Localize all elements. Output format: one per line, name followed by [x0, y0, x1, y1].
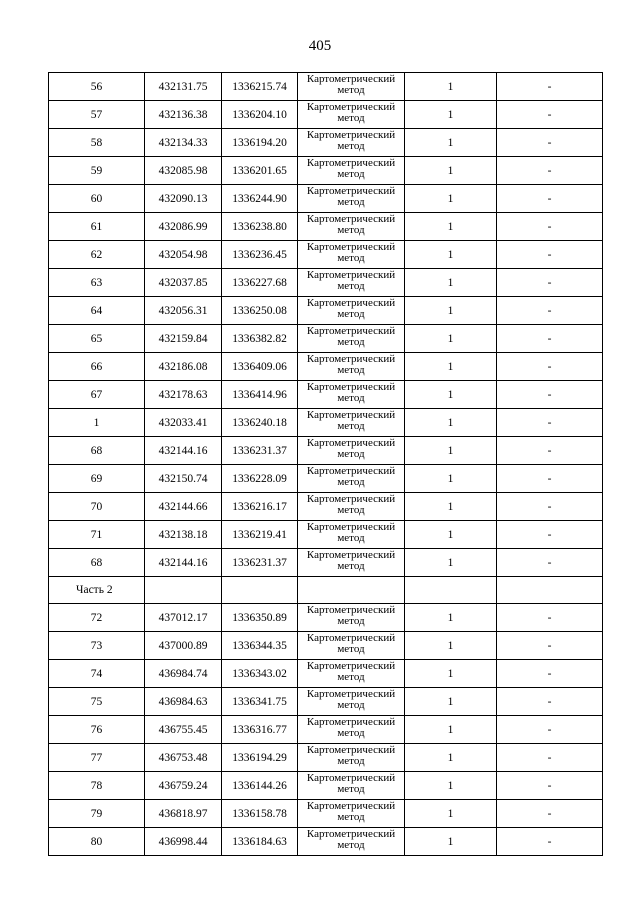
y-coordinate-cell: 1336236.45: [222, 241, 298, 269]
description-cell: -: [497, 688, 603, 716]
method-cell: Картометрический метод: [298, 828, 405, 856]
page-number: 405: [308, 38, 332, 54]
y-coordinate-cell: 1336215.74: [222, 73, 298, 101]
point-number-cell: 63: [49, 269, 145, 297]
accuracy-cell: 1: [405, 381, 497, 409]
x-coordinate-cell: 432085.98: [145, 157, 222, 185]
description-cell: -: [497, 241, 603, 269]
method-cell: Картометрический метод: [298, 157, 405, 185]
accuracy-cell: 1: [405, 800, 497, 828]
y-coordinate-cell: 1336216.17: [222, 493, 298, 521]
description-cell: -: [497, 381, 603, 409]
x-coordinate-cell: 436755.45: [145, 716, 222, 744]
y-coordinate-cell: 1336350.89: [222, 604, 298, 632]
y-coordinate-cell: 1336343.02: [222, 660, 298, 688]
empty-cell: [298, 577, 405, 604]
accuracy-cell: 1: [405, 632, 497, 660]
accuracy-cell: 1: [405, 269, 497, 297]
empty-cell: [497, 577, 603, 604]
description-cell: -: [497, 129, 603, 157]
point-number-cell: 59: [49, 157, 145, 185]
method-cell: Картометрический метод: [298, 521, 405, 549]
description-cell: -: [497, 660, 603, 688]
method-cell: Картометрический метод: [298, 101, 405, 129]
description-cell: -: [497, 493, 603, 521]
x-coordinate-cell: 432150.74: [145, 465, 222, 493]
description-cell: -: [497, 828, 603, 856]
y-coordinate-cell: 1336184.63: [222, 828, 298, 856]
accuracy-cell: 1: [405, 493, 497, 521]
x-coordinate-cell: 432144.16: [145, 549, 222, 577]
description-cell: -: [497, 604, 603, 632]
accuracy-cell: 1: [405, 185, 497, 213]
section-header-row: [49, 577, 603, 604]
y-coordinate-cell: 1336158.78: [222, 800, 298, 828]
point-number-cell: 61: [49, 213, 145, 241]
x-coordinate-cell: 432056.31: [145, 297, 222, 325]
method-cell: Картометрический метод: [298, 604, 405, 632]
method-cell: Картометрический метод: [298, 381, 405, 409]
method-cell: Картометрический метод: [298, 353, 405, 381]
y-coordinate-cell: 1336382.82: [222, 325, 298, 353]
method-cell: Картометрический метод: [298, 772, 405, 800]
accuracy-cell: 1: [405, 353, 497, 381]
description-cell: -: [497, 549, 603, 577]
table-row: [49, 632, 603, 660]
method-cell: Картометрический метод: [298, 73, 405, 101]
accuracy-cell: 1: [405, 157, 497, 185]
method-cell: Картометрический метод: [298, 129, 405, 157]
point-number-cell: 75: [49, 688, 145, 716]
point-number-cell: 74: [49, 660, 145, 688]
table-row: [49, 353, 603, 381]
method-cell: Картометрический метод: [298, 800, 405, 828]
description-cell: -: [497, 744, 603, 772]
y-coordinate-cell: 1336409.06: [222, 353, 298, 381]
point-number-cell: 79: [49, 800, 145, 828]
x-coordinate-cell: 432131.75: [145, 73, 222, 101]
table-row: [49, 772, 603, 800]
point-number-cell: 64: [49, 297, 145, 325]
accuracy-cell: 1: [405, 716, 497, 744]
y-coordinate-cell: 1336201.65: [222, 157, 298, 185]
description-cell: -: [497, 73, 603, 101]
y-coordinate-cell: 1336240.18: [222, 409, 298, 437]
x-coordinate-cell: 432136.38: [145, 101, 222, 129]
x-coordinate-cell: 432144.16: [145, 437, 222, 465]
description-cell: -: [497, 185, 603, 213]
accuracy-cell: 1: [405, 129, 497, 157]
accuracy-cell: 1: [405, 549, 497, 577]
y-coordinate-cell: 1336341.75: [222, 688, 298, 716]
table-row: [49, 297, 603, 325]
y-coordinate-cell: 1336228.09: [222, 465, 298, 493]
table-row: [49, 549, 603, 577]
table-row: [49, 129, 603, 157]
accuracy-cell: 1: [405, 521, 497, 549]
point-number-cell: 58: [49, 129, 145, 157]
table-row: [49, 381, 603, 409]
point-number-cell: 1: [49, 409, 145, 437]
coordinates-table-body: [49, 73, 603, 856]
section-label: Часть 2: [49, 577, 145, 604]
point-number-cell: 77: [49, 744, 145, 772]
accuracy-cell: 1: [405, 772, 497, 800]
table-row: [49, 688, 603, 716]
x-coordinate-cell: 432037.85: [145, 269, 222, 297]
description-cell: -: [497, 409, 603, 437]
accuracy-cell: 1: [405, 604, 497, 632]
description-cell: -: [497, 325, 603, 353]
description-cell: -: [497, 716, 603, 744]
table-row: [49, 744, 603, 772]
description-cell: -: [497, 353, 603, 381]
y-coordinate-cell: 1336238.80: [222, 213, 298, 241]
method-cell: Картометрический метод: [298, 632, 405, 660]
x-coordinate-cell: 432134.33: [145, 129, 222, 157]
x-coordinate-cell: 436984.74: [145, 660, 222, 688]
point-number-cell: 69: [49, 465, 145, 493]
accuracy-cell: 1: [405, 409, 497, 437]
accuracy-cell: 1: [405, 73, 497, 101]
empty-cell: [222, 577, 298, 604]
method-cell: Картометрический метод: [298, 325, 405, 353]
x-coordinate-cell: 436753.48: [145, 744, 222, 772]
description-cell: -: [497, 437, 603, 465]
point-number-cell: 78: [49, 772, 145, 800]
table-row: [49, 185, 603, 213]
table-row: [49, 213, 603, 241]
x-coordinate-cell: 432054.98: [145, 241, 222, 269]
accuracy-cell: 1: [405, 213, 497, 241]
x-coordinate-cell: 436759.24: [145, 772, 222, 800]
x-coordinate-cell: 432178.63: [145, 381, 222, 409]
method-cell: Картометрический метод: [298, 660, 405, 688]
point-number-cell: 57: [49, 101, 145, 129]
description-cell: -: [497, 632, 603, 660]
method-cell: Картометрический метод: [298, 465, 405, 493]
table-row: [49, 800, 603, 828]
accuracy-cell: 1: [405, 744, 497, 772]
method-cell: Картометрический метод: [298, 241, 405, 269]
description-cell: -: [497, 213, 603, 241]
x-coordinate-cell: 436818.97: [145, 800, 222, 828]
x-coordinate-cell: 432090.13: [145, 185, 222, 213]
description-cell: -: [497, 297, 603, 325]
point-number-cell: 80: [49, 828, 145, 856]
method-cell: Картометрический метод: [298, 297, 405, 325]
accuracy-cell: 1: [405, 101, 497, 129]
table-row: [49, 101, 603, 129]
accuracy-cell: 1: [405, 465, 497, 493]
table-row: [49, 716, 603, 744]
method-cell: Картометрический метод: [298, 549, 405, 577]
point-number-cell: 67: [49, 381, 145, 409]
table-row: [49, 157, 603, 185]
x-coordinate-cell: 436998.44: [145, 828, 222, 856]
point-number-cell: 73: [49, 632, 145, 660]
point-number-cell: 66: [49, 353, 145, 381]
method-cell: Картометрический метод: [298, 185, 405, 213]
method-cell: Картометрический метод: [298, 269, 405, 297]
point-number-cell: 65: [49, 325, 145, 353]
accuracy-cell: 1: [405, 241, 497, 269]
description-cell: -: [497, 269, 603, 297]
table-row: [49, 241, 603, 269]
accuracy-cell: 1: [405, 325, 497, 353]
method-cell: Картометрический метод: [298, 437, 405, 465]
coordinates-table: [48, 72, 603, 856]
y-coordinate-cell: 1336231.37: [222, 437, 298, 465]
x-coordinate-cell: 432159.84: [145, 325, 222, 353]
point-number-cell: 62: [49, 241, 145, 269]
point-number-cell: 60: [49, 185, 145, 213]
x-coordinate-cell: 436984.63: [145, 688, 222, 716]
x-coordinate-cell: 432186.08: [145, 353, 222, 381]
table-row: [49, 493, 603, 521]
y-coordinate-cell: 1336250.08: [222, 297, 298, 325]
table-row: [49, 409, 603, 437]
y-coordinate-cell: 1336204.10: [222, 101, 298, 129]
point-number-cell: 71: [49, 521, 145, 549]
empty-cell: [405, 577, 497, 604]
y-coordinate-cell: 1336231.37: [222, 549, 298, 577]
method-cell: Картометрический метод: [298, 688, 405, 716]
x-coordinate-cell: 437012.17: [145, 604, 222, 632]
accuracy-cell: 1: [405, 828, 497, 856]
description-cell: -: [497, 800, 603, 828]
y-coordinate-cell: 1336344.35: [222, 632, 298, 660]
y-coordinate-cell: 1336144.26: [222, 772, 298, 800]
description-cell: -: [497, 521, 603, 549]
x-coordinate-cell: 432033.41: [145, 409, 222, 437]
point-number-cell: 76: [49, 716, 145, 744]
accuracy-cell: 1: [405, 688, 497, 716]
empty-cell: [145, 577, 222, 604]
y-coordinate-cell: 1336316.77: [222, 716, 298, 744]
table-row: [49, 73, 603, 101]
description-cell: -: [497, 157, 603, 185]
accuracy-cell: 1: [405, 437, 497, 465]
table-row: [49, 269, 603, 297]
x-coordinate-cell: 432086.99: [145, 213, 222, 241]
y-coordinate-cell: 1336414.96: [222, 381, 298, 409]
point-number-cell: 68: [49, 437, 145, 465]
table-row: [49, 465, 603, 493]
y-coordinate-cell: 1336194.20: [222, 129, 298, 157]
y-coordinate-cell: 1336219.41: [222, 521, 298, 549]
description-cell: -: [497, 465, 603, 493]
point-number-cell: 56: [49, 73, 145, 101]
accuracy-cell: 1: [405, 297, 497, 325]
x-coordinate-cell: 432144.66: [145, 493, 222, 521]
y-coordinate-cell: 1336227.68: [222, 269, 298, 297]
y-coordinate-cell: 1336244.90: [222, 185, 298, 213]
point-number-cell: 68: [49, 549, 145, 577]
method-cell: Картометрический метод: [298, 213, 405, 241]
method-cell: Картометрический метод: [298, 493, 405, 521]
y-coordinate-cell: 1336194.29: [222, 744, 298, 772]
table-row: [49, 660, 603, 688]
x-coordinate-cell: 437000.89: [145, 632, 222, 660]
table-row: [49, 521, 603, 549]
method-cell: Картометрический метод: [298, 716, 405, 744]
table-row: [49, 604, 603, 632]
x-coordinate-cell: 432138.18: [145, 521, 222, 549]
point-number-cell: 70: [49, 493, 145, 521]
table-row: [49, 828, 603, 856]
point-number-cell: 72: [49, 604, 145, 632]
table-row: [49, 437, 603, 465]
table-row: [49, 325, 603, 353]
description-cell: -: [497, 101, 603, 129]
description-cell: -: [497, 772, 603, 800]
method-cell: Картометрический метод: [298, 744, 405, 772]
accuracy-cell: 1: [405, 660, 497, 688]
method-cell: Картометрический метод: [298, 409, 405, 437]
